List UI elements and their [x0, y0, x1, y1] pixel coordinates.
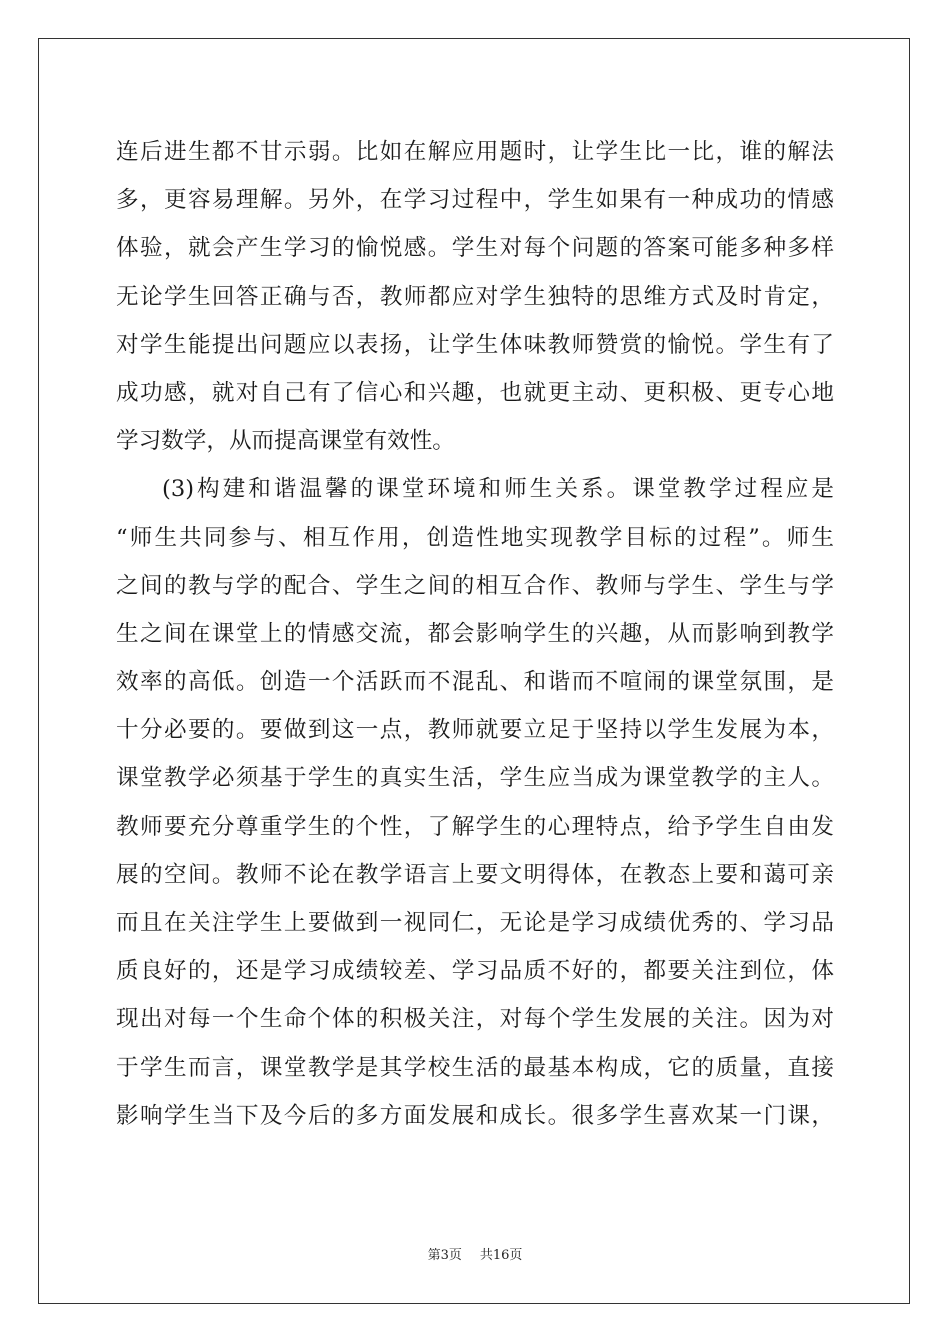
text-line: 学习数学，从而提高课堂有效性。: [116, 428, 455, 455]
text-line: “师生共同参与、相互作用，创造性地实现教学目标的过程”。师生: [116, 524, 834, 551]
document-body: [116, 128, 834, 1140]
text-line: 课堂教学必须基于学生的真实生活，学生应当成为课堂教学的主人。: [116, 765, 834, 792]
text-line: 成功感，就对自己有了信心和兴趣，也就更主动、更积极、更专心地: [116, 379, 834, 406]
paragraph-start-line: (3)构建和谐温馨的课堂环境和师生关系。课堂教学过程应是: [162, 476, 834, 503]
text-line: 生之间在课堂上的情感交流，都会影响学生的兴趣，从而影响到教学: [116, 620, 834, 647]
text-line: 十分必要的。要做到这一点，教师就要立足于坚持以学生发展为本，: [116, 717, 834, 744]
text-line: 连后进生都不甘示弱。比如在解应用题时，让学生比一比，谁的解法: [116, 139, 834, 165]
page-number: 第3页: [427, 1248, 462, 1263]
page-total: 共16页: [479, 1248, 523, 1263]
text-line: 质良好的，还是学习成绩较差、学习品质不好的，都要关注到位，体: [116, 958, 834, 985]
text-line: 之间的教与学的配合、学生之间的相互合作、教师与学生、学生与学: [116, 572, 834, 599]
text-line: 影响学生当下及今后的多方面发展和成长。很多学生喜欢某一门课，: [116, 1102, 834, 1129]
text-line: 对学生能提出问题应以表扬，让学生体味教师赞赏的愉悦。学生有了: [116, 331, 834, 358]
text-line: 效率的高低。创造一个活跃而不混乱、和谐而不喧闹的课堂氛围，是: [116, 669, 834, 696]
text-line: 体验，就会产生学习的愉悦感。学生对每个问题的答案可能多种多样: [116, 235, 834, 262]
text-line: 教师要充分尊重学生的个性，了解学生的心理特点，给予学生自由发: [116, 813, 834, 840]
text-line: 展的空间。教师不论在教学语言上要文明得体，在教态上要和蔼可亲: [116, 861, 834, 888]
text-line: 无论学生回答正确与否，教师都应对学生独特的思维方式及时肯定，: [116, 283, 834, 310]
text-line: 多，更容易理解。另外，在学习过程中，学生如果有一种成功的情感: [116, 187, 834, 214]
page-footer: [0, 1244, 950, 1263]
text-line: 而且在关注学生上要做到一视同仁，无论是学习成绩优秀的、学习品: [116, 910, 834, 936]
text-line: 于学生而言，课堂教学是其学校生活的最基本构成，它的质量，直接: [116, 1054, 834, 1081]
text-line: 现出对每一个生命个体的积极关注，对每个学生发展的关注。因为对: [116, 1006, 834, 1033]
